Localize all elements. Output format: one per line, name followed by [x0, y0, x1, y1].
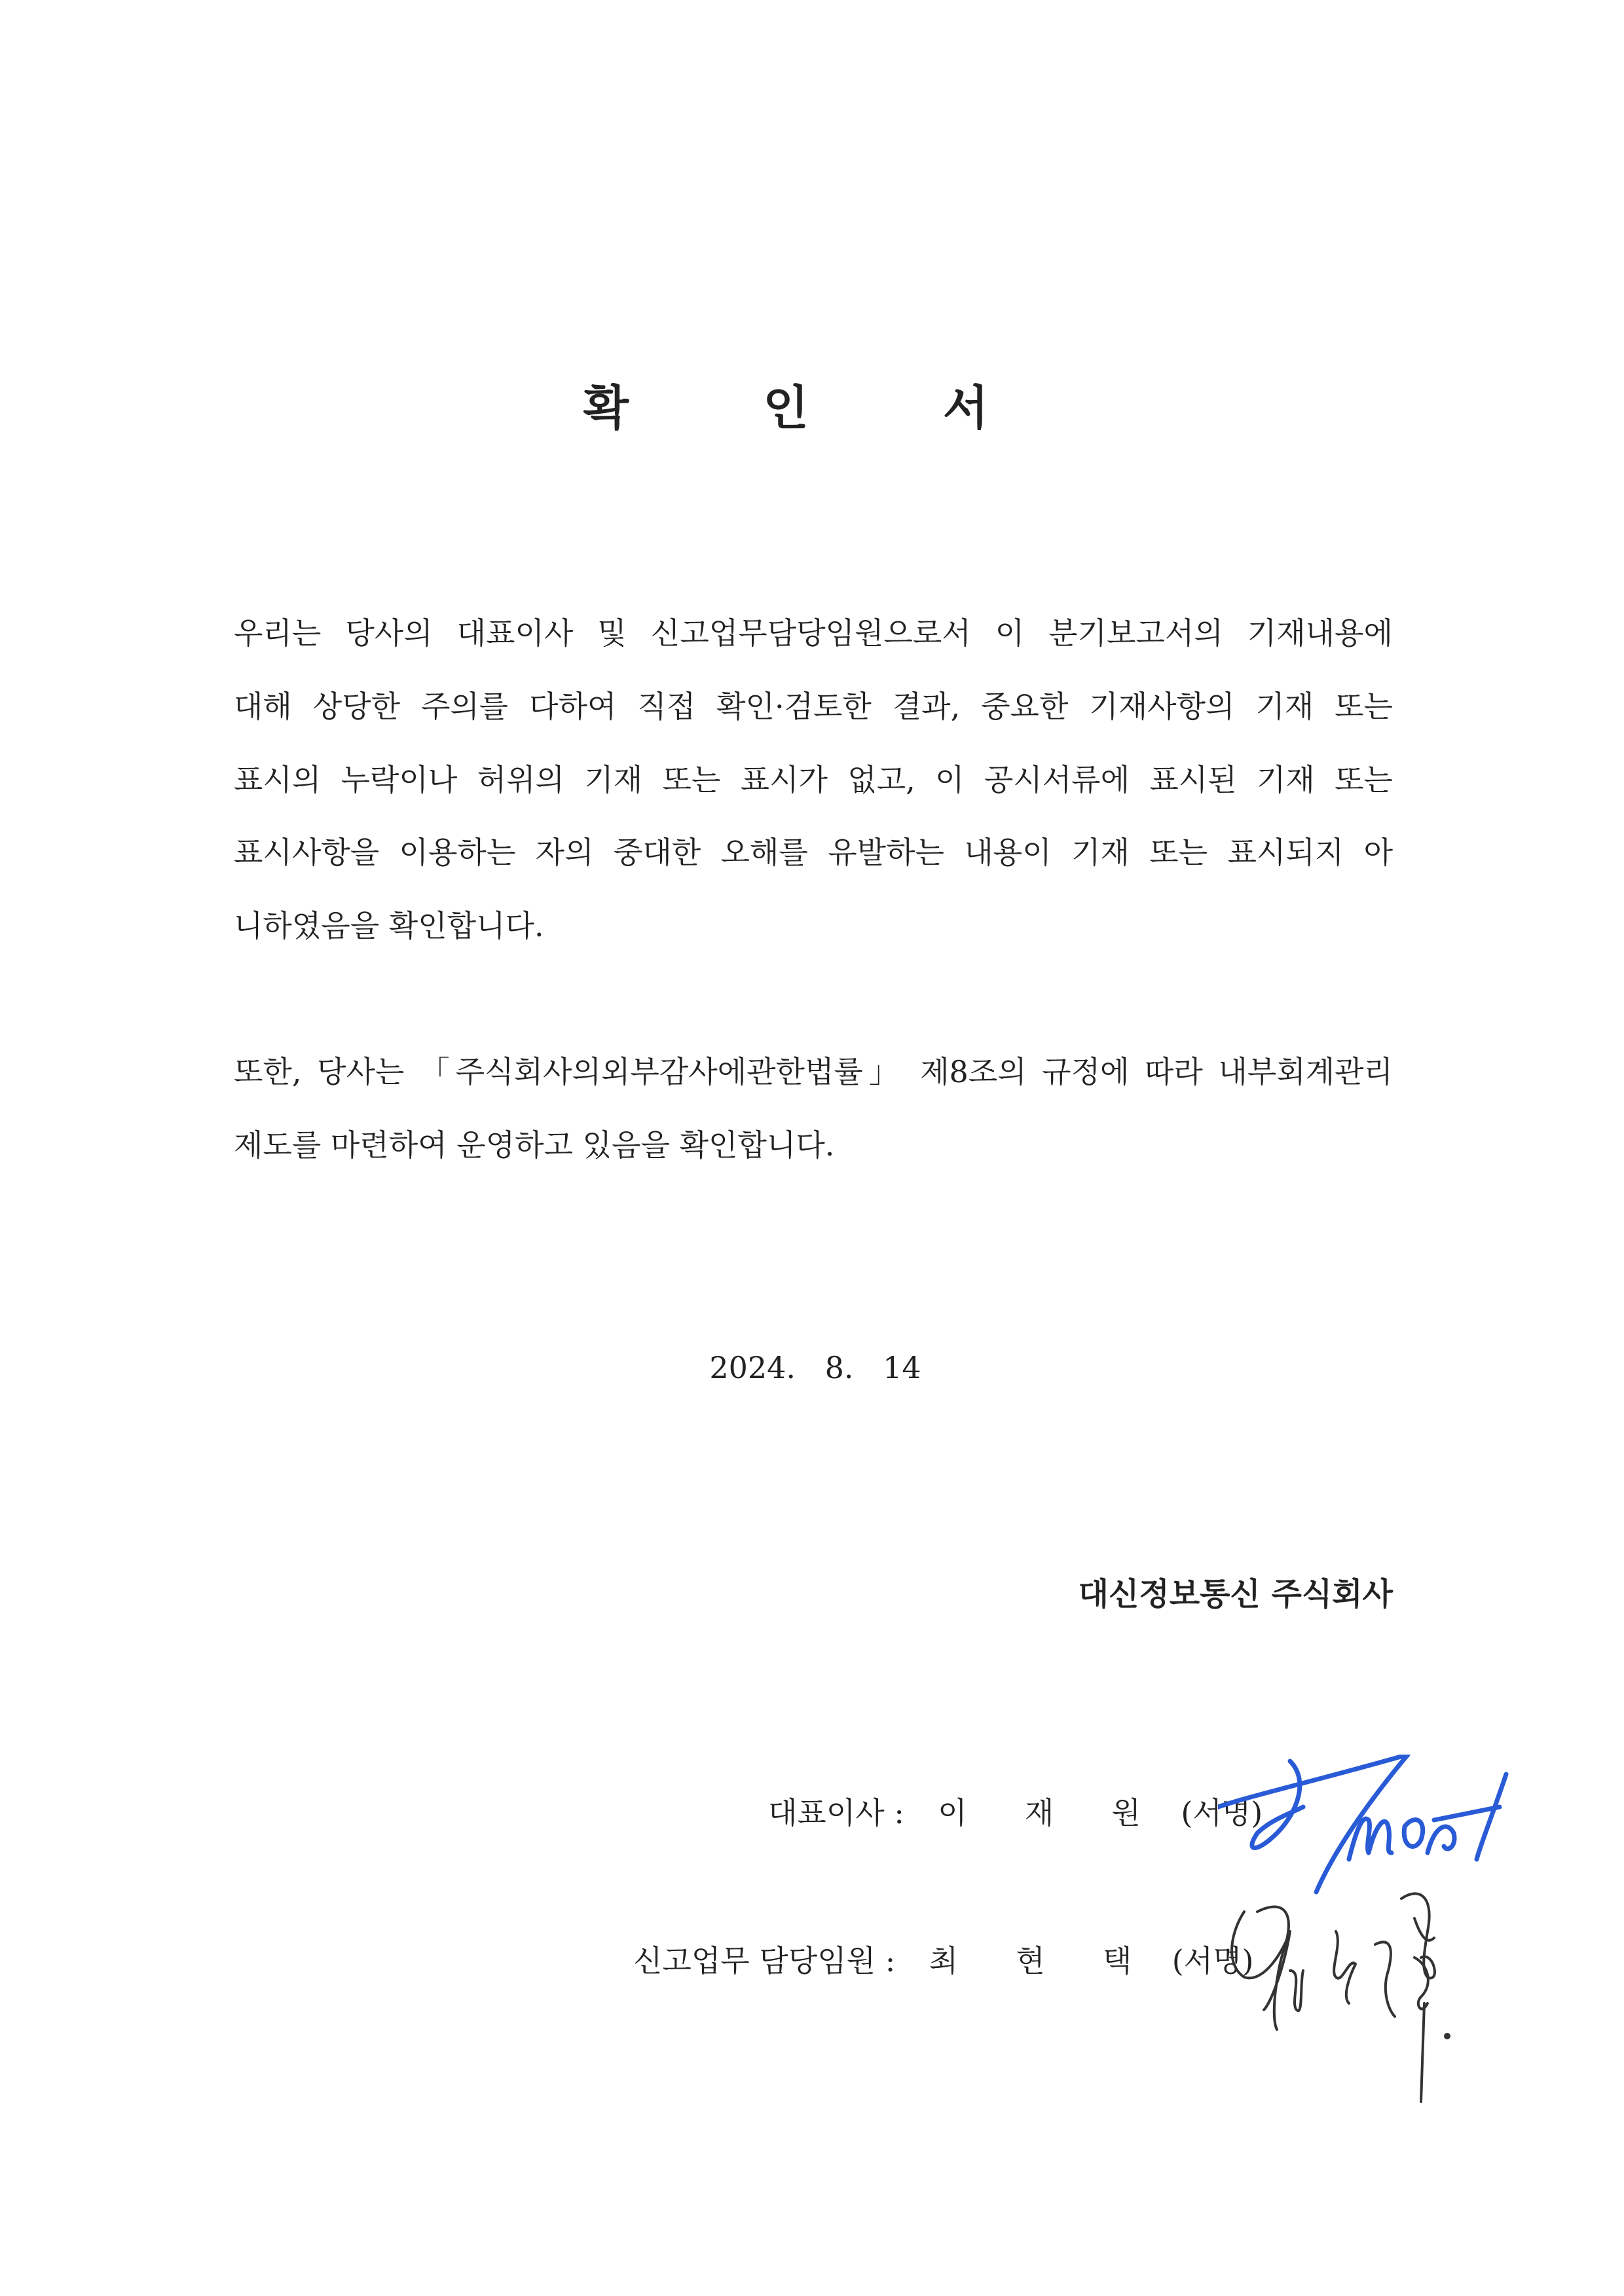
role-label: 대표이사 :	[768, 1795, 904, 1831]
sign-label: (서명)	[1181, 1795, 1263, 1831]
company-name: 대신정보통신 주식회사	[1078, 1576, 1393, 1613]
officer-signature-row	[633, 1937, 1254, 1980]
document-title: 확 인 서	[583, 380, 1048, 435]
officer-signature	[1225, 1872, 1526, 2108]
paragraph1-line: 표시의 누락이나 허위의 기재 또는 표시가 없고, 이 공시서류에 표시된 기재 또는	[234, 762, 1393, 797]
role-label: 신고업무 담당임원 :	[633, 1943, 896, 1978]
name-char: 현	[1016, 1943, 1045, 1978]
paragraph1-line: 니하였음을 확인합니다.	[234, 908, 544, 943]
paragraph1-line: 표시사항을 이용하는 자의 중대한 오해를 유발하는 내용이 기재 또는 표시되지 아	[234, 835, 1393, 870]
paragraph2-line: 또한, 당사는 「주식회사의외부감사에관한법률」 제8조의 규정에 따라 내부회계관리	[234, 1054, 1393, 1089]
paragraph1-line: 우리는 당사의 대표이사 및 신고업무담당임원으로서 이 분기보고서의 기재내용에	[234, 615, 1393, 651]
representative-signature-row	[768, 1789, 1263, 1832]
document-date: 2024. 8. 14	[709, 1350, 921, 1385]
representative-signature	[1218, 1755, 1519, 1912]
sign-label: (서명)	[1172, 1943, 1254, 1978]
name-char: 최	[929, 1943, 959, 1978]
name-char: 택	[1102, 1943, 1132, 1978]
name-char: 이	[938, 1795, 967, 1831]
paragraph1-line: 대해 상당한 주의를 다하여 직접 확인·검토한 결과, 중요한 기재사항의 기재 또는	[234, 689, 1393, 724]
name-char: 원	[1111, 1795, 1141, 1831]
name-char: 재	[1024, 1795, 1054, 1831]
paragraph2-line: 제도를 마련하여 운영하고 있음을 확인합니다.	[234, 1127, 835, 1163]
